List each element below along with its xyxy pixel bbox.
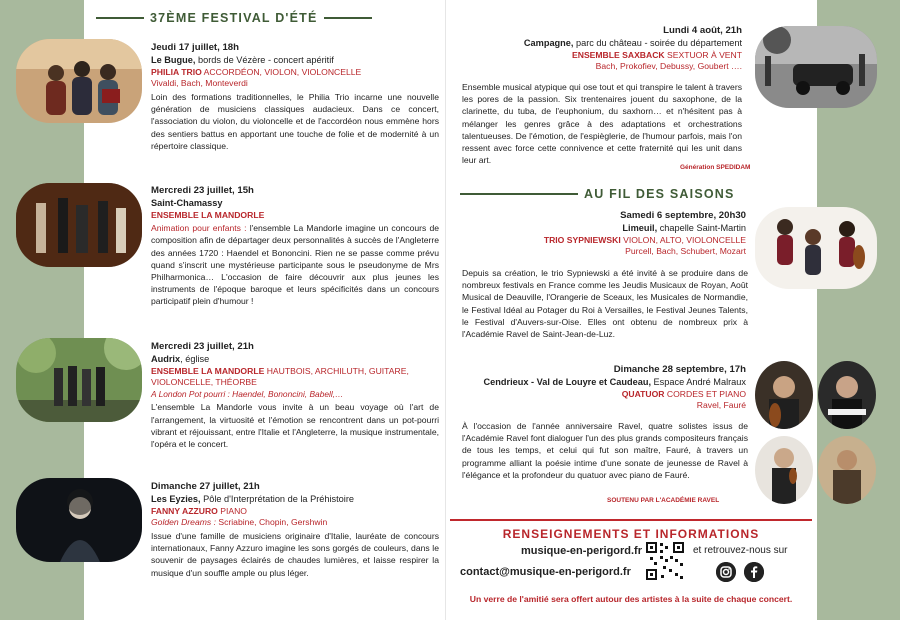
event-composers: Golden Dreams : Scriabine, Chopin, Gershwin	[151, 517, 328, 528]
event-description: Ensemble musical atypique qui ose tout et qui transpire le talent à travers les pores de la passion. Six trentenaires jouent du saxophone, de la clarinette, du tuba, de l'euphonium, du saxhorn… et n'hésitent pas à mélanger les genres grâce à des adaptations et orchestrations talentueuses. De l'émotion, de l'espièglerie, de l'humour parfois, mais l'on ressent avec force cette connivence et cette fraternité qui les unit dans leur art.	[462, 82, 742, 166]
event-quatuor	[462, 363, 746, 412]
photo-philia-trio	[16, 39, 142, 123]
photo-saxback	[755, 26, 877, 108]
event-program: TRIO SYPNIEWSKI VIOLON, ALTO, VIOLONCELLE	[543, 234, 746, 245]
event-la-mandorle-children	[151, 184, 439, 308]
photo-quartet-1	[755, 361, 813, 429]
event-description: À l'occasion de l'année anniversaire Ravel, quatre solistes issus de l'Académie Ravel font dialoguer l'un des plus grands compositeurs français de tous les temps, et celui qui fut son maître, Fauré, à travers un programme alliant la poésie intime d'une sonate de jeunesse de Ravel à l'élégance et la profondeur du quatuor avec piano de Fauré.	[462, 421, 748, 480]
photo-la-mandorle-2	[16, 338, 142, 422]
event-location: Campagne, parc du château - soirée du département	[523, 38, 742, 49]
event-description: Issue d'une famille de musiciens originaire d'Italie, lauréate de concours internationaux, Fanny Azzuro imagine les sons gorgés de couleurs, dans le souvenir de paysages éclairés de chaudes lumières, et laisse respirer la musique d'un souffle ample ou plus léger.	[151, 530, 439, 578]
footer-note: Un verre de l'amitié sera offert autour des artistes à la suite de chaque concert.	[469, 594, 793, 604]
event-location: Les Eyzies, Pôle d'Interprétation de la Préhistoire	[151, 494, 354, 505]
qr-code-icon[interactable]	[645, 541, 685, 581]
info-title: RENSEIGNEMENTS ET INFORMATIONS	[502, 527, 760, 541]
event-location: Cendrieux - Val de Louyre et Caudeau, Espace André Malraux	[483, 377, 746, 388]
event-composers: A London Pot pourri : Haendel, Bononcini, Babell,…	[151, 388, 344, 399]
fold-line	[445, 0, 446, 620]
event-date: Mercredi 23 juillet, 15h	[151, 185, 254, 196]
event-saxback-body	[462, 80, 742, 166]
event-la-mandorle-evening	[151, 340, 439, 450]
photo-la-mandorle-1	[16, 183, 142, 267]
event-saxback	[462, 24, 742, 73]
info-divider	[450, 519, 812, 521]
event-description: Depuis sa création, le trio Sypniewski a été invité à se produire dans de nombreux festivals en France comme les Jeudis Musicaux de Royan, Août Musical de Deauville, l'Orangerie de Sceaux, les Musicales de Normandie, le Festival Idéal au Potager du Roi à Versailles, le Festival Jeunes Talents, le Festival d'Auvers-sur-Oise. Elles ont obtenu de nombreux prix à l'Académie Ravel de Saint-Jean-de-Luz.	[462, 268, 748, 340]
section-title-saisons	[460, 187, 735, 201]
event-program: ENSEMBLE SAXBACK SEXTUOR À VENT	[572, 49, 742, 60]
event-composers: Purcell, Bach, Schubert, Mozart	[625, 246, 746, 257]
event-description: Animation pour enfants : l'ensemble La Mandorle imagine un concours de composition afin de départager deux personnalités à succès de l'Angleterre des années 1720 : Haendel et Bononcini. Rien ne se passe comme prévu quand s'inscrit une mystérieuse participante sous le pseudonyme de Mrs Philharmonica… L'occasion de faire découvrir aux plus jeunes les instruments de l'époque baroque et leurs spécificités dans un concours participatif plein d'humour !	[151, 223, 440, 307]
photo-fanny-azzuro	[16, 478, 142, 562]
photo-quartet-3	[755, 436, 813, 504]
event-date: Dimanche 28 septembre, 17h	[613, 364, 746, 375]
event-fanny-azzuro	[151, 480, 439, 579]
event-program: ENSEMBLE LA MANDORLE HAUTBOIS, ARCHILUTH, GUITARE, VIOLONCELLE, THÉORBE	[151, 365, 409, 388]
event-date: Samedi 6 septembre, 20h30	[620, 210, 746, 221]
event-composers: Bach, Prokofiev, Debussy, Goubert ….	[595, 61, 742, 72]
event-composers: Vivaldi, Bach, Monteverdi	[151, 78, 248, 89]
academie-ravel-credit: SOUTENU PAR L'ACADÉMIE RAVEL	[607, 497, 720, 504]
event-quatuor-body	[462, 419, 748, 481]
photo-quartet-2	[818, 361, 876, 429]
spedidam-logo: Génération SPEDIDAM	[680, 164, 751, 171]
facebook-icon[interactable]	[744, 562, 764, 582]
event-description: L'ensemble La Mandorle vous invite à un beau voyage où l'art de l'arrangement, la virtuosité et l'émotion se rencontrent dans un pot-pourri vibrant et réjouissant, entre l'Italie et l'Angleterre, la musique instrumentale, l'opéra et le concert.	[151, 402, 439, 449]
event-trio-sypniewski	[462, 209, 746, 258]
event-date: Dimanche 27 juillet, 21h	[151, 481, 260, 492]
event-program: FANNY AZZURO PIANO	[151, 505, 247, 516]
event-trio-sypniewski-body	[462, 266, 748, 340]
event-location: Audrix, église	[151, 354, 210, 365]
festival-title: 37ÈME FESTIVAL D'ÉTÉ	[150, 11, 318, 25]
instagram-icon[interactable]	[716, 562, 736, 582]
event-location: Le Bugue, bords de Vézère - concert apéritif	[151, 55, 334, 66]
website-link[interactable]: musique-en-perigord.fr	[521, 545, 643, 557]
saisons-title: AU FIL DES SAISONS	[584, 187, 735, 201]
email-link[interactable]: contact@musique-en-perigord.fr	[460, 566, 631, 578]
section-title-festival	[96, 11, 372, 25]
event-description: Loin des formations traditionnelles, le Philia Trio incarne une nouvelle génération de musiciens classiques audacieux. Dans ce concert, l'association du violon, du violoncelle et de l'accordéon nous emmène hors des sentiers battus en apportant une touche de folie et de modernité à un répertoire classique.	[151, 91, 439, 151]
event-program: ENSEMBLE LA MANDORLE	[151, 209, 265, 220]
event-date: Lundi 4 août, 21h	[663, 25, 742, 36]
photo-trio-sypniewski	[755, 207, 877, 289]
photo-quartet-4	[818, 436, 876, 504]
event-composers: Ravel, Fauré	[696, 400, 746, 411]
follow-text: et retrouvez-nous sur	[693, 545, 788, 556]
event-location: Limeuil, chapelle Saint-Martin	[622, 223, 746, 234]
event-date: Mercredi 23 juillet, 21h	[151, 341, 254, 352]
event-program: PHILIA TRIO ACCORDÉON, VIOLON, VIOLONCELLE	[151, 66, 362, 77]
event-philia-trio	[151, 41, 439, 152]
event-location: Saint-Chamassy	[151, 198, 223, 209]
event-program: QUATUOR CORDES ET PIANO	[621, 388, 746, 399]
event-date: Jeudi 17 juillet, 18h	[151, 42, 239, 53]
